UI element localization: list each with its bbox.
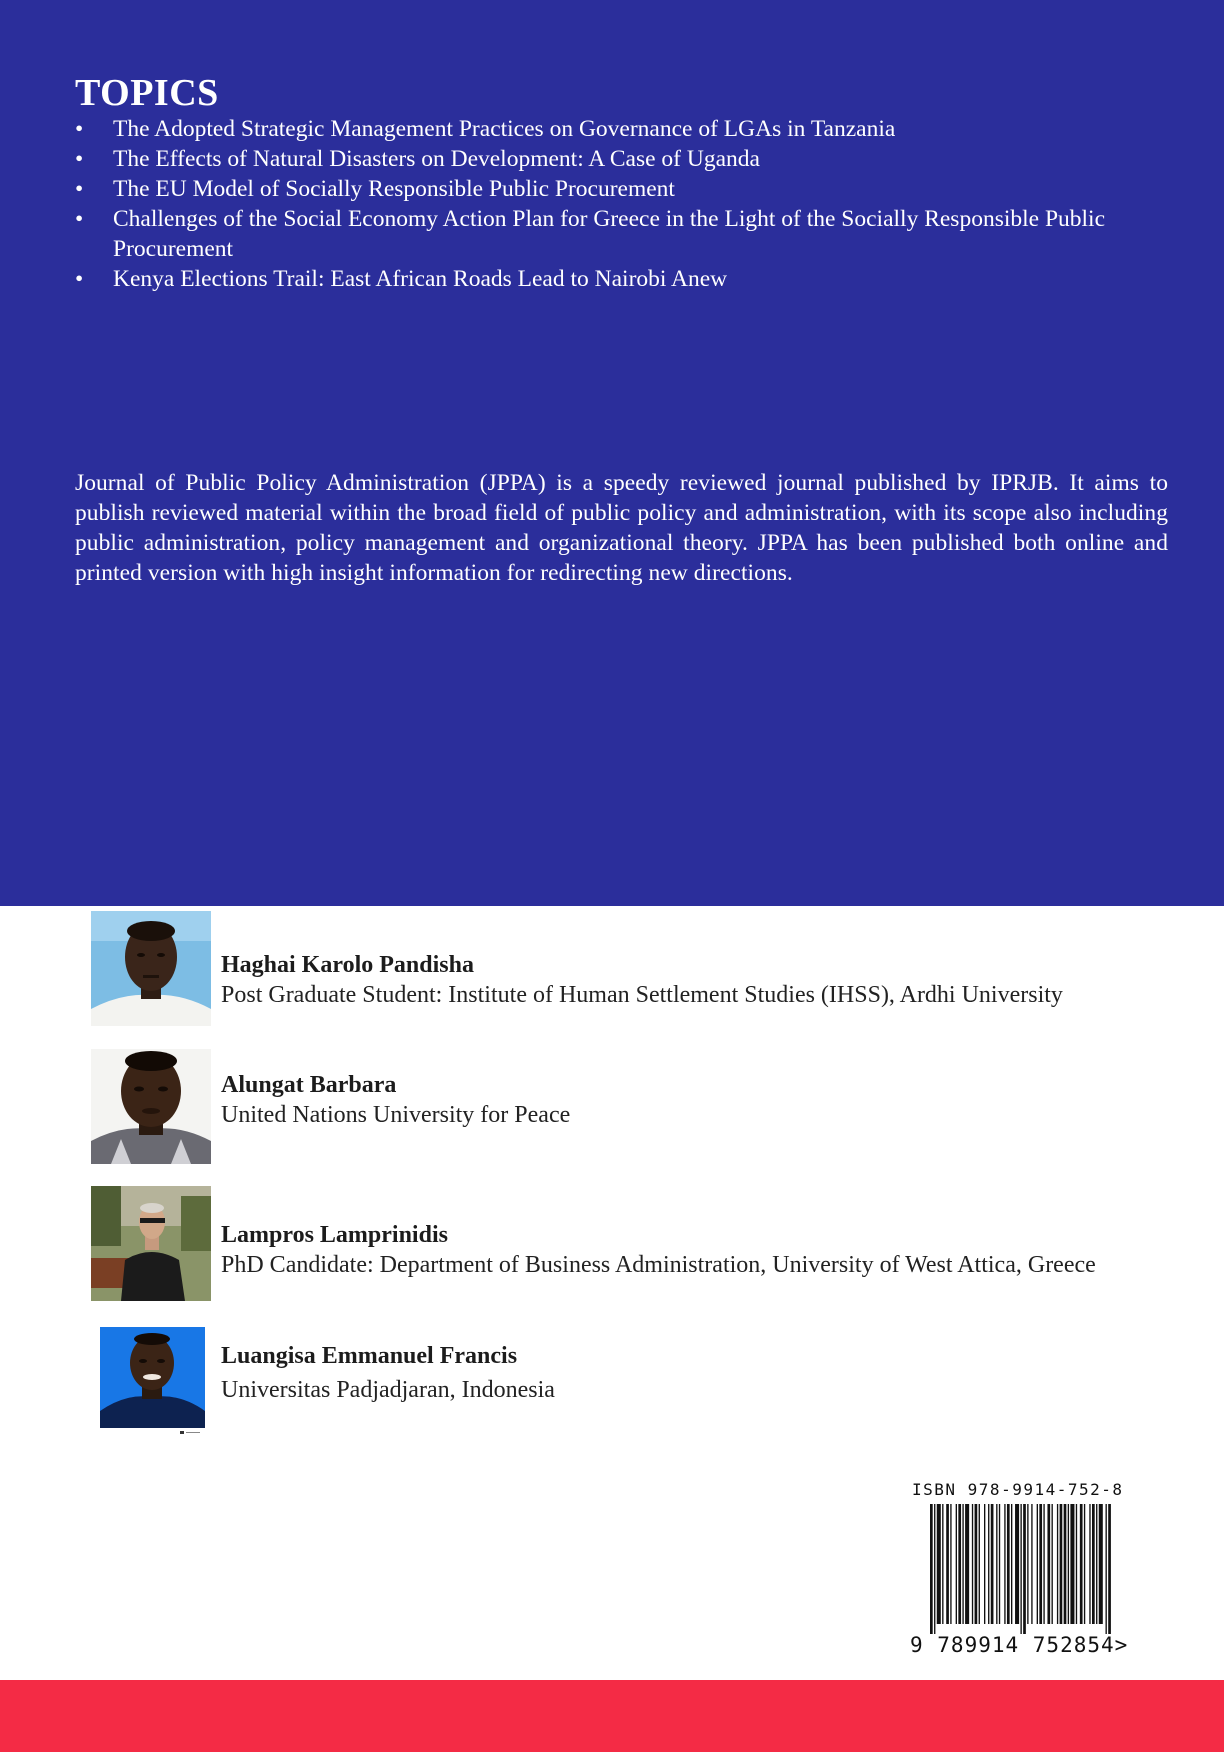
barcode-bar <box>991 1504 994 1624</box>
barcode-bar <box>962 1504 963 1624</box>
barcode-bar <box>999 1504 1000 1624</box>
barcode-bar <box>1108 1504 1111 1634</box>
barcode-bars <box>930 1504 1120 1634</box>
barcode-bar <box>1084 1504 1085 1624</box>
topic-item <box>75 264 1170 294</box>
bullet-icon: • <box>75 146 84 172</box>
author-name: Haghai Karolo Pandisha <box>221 952 474 978</box>
barcode-bar <box>1052 1504 1053 1624</box>
author-affiliation: Post Graduate Student: Institute of Human Settlement Studies (IHSS), Ardhi University <box>221 982 1063 1008</box>
barcode-bar <box>1043 1504 1044 1624</box>
barcode-number: 9 789914 752854 <box>910 1633 1115 1657</box>
bullet-icon: • <box>75 266 84 292</box>
barcode-arrow: > <box>1114 1633 1129 1657</box>
barcode-bar <box>1099 1504 1103 1624</box>
author-affiliation: United Nations University for Peace <box>221 1102 571 1128</box>
bullet-icon: • <box>75 176 84 202</box>
bullet-icon: • <box>75 116 84 142</box>
author-text <box>221 911 1063 1010</box>
barcode-bar <box>979 1504 980 1624</box>
author-name: Alungat Barbara <box>221 1072 397 1098</box>
isbn-barcode <box>910 1478 1135 1663</box>
topic-text: Challenges of the Social Economy Action Plan for Greece in the Light of the Socially Responsible Public Procurement <box>113 206 1106 262</box>
barcode-bar <box>1015 1504 1019 1624</box>
barcode-bar <box>1106 1504 1107 1634</box>
author-text <box>221 1327 555 1405</box>
barcode-bar <box>1020 1504 1021 1634</box>
topic-text: The Adopted Strategic Management Practices on Governance of LGAs in Tanzania <box>113 116 896 142</box>
barcode-bar <box>1092 1504 1095 1624</box>
author-affiliation: PhD Candidate: Department of Business Administration, University of West Attica, Greece <box>221 1252 1096 1278</box>
author-entry <box>91 911 1191 1029</box>
barcode-bar <box>1076 1504 1077 1624</box>
topic-item <box>75 144 1170 174</box>
barcode-bar <box>984 1504 985 1624</box>
bullet-icon: • <box>75 206 84 232</box>
topic-item <box>75 174 1170 204</box>
barcode-bar <box>975 1504 978 1624</box>
isbn-label: ISBN 978-9914-752-8 <box>912 1480 1124 1499</box>
barcode-bar <box>972 1504 973 1624</box>
bottom-color-band <box>0 1680 1224 1752</box>
barcode-bar <box>937 1504 941 1624</box>
author-name: Lampros Lamprinidis <box>221 1222 448 1248</box>
barcode-bar <box>1080 1504 1083 1624</box>
barcode-bar <box>1047 1504 1050 1624</box>
barcode-bar <box>1060 1504 1063 1624</box>
barcode-bar <box>1004 1504 1005 1624</box>
author-entry <box>91 1327 1191 1445</box>
barcode-bar <box>1064 1504 1067 1624</box>
barcode-bar <box>1068 1504 1069 1624</box>
barcode-bar <box>1027 1504 1028 1624</box>
barcode-bar <box>1096 1504 1097 1624</box>
barcode-bar <box>1039 1504 1042 1624</box>
topic-text: The EU Model of Socially Responsible Public Procurement <box>113 176 675 202</box>
topic-text: Kenya Elections Trail: East African Roads Lead to Nairobi Anew <box>113 266 728 292</box>
barcode-bar <box>1057 1504 1058 1624</box>
author-text <box>221 1186 1096 1280</box>
author-text <box>221 1049 570 1130</box>
barcode-bar <box>958 1504 961 1624</box>
barcode-bar <box>1023 1504 1026 1634</box>
barcode-bar <box>988 1504 989 1624</box>
barcode-bar <box>956 1504 957 1624</box>
barcode-bar <box>1089 1504 1090 1624</box>
author-photo <box>91 1049 211 1164</box>
topic-text: The Effects of Natural Disasters on Development: A Case of Uganda <box>113 146 760 172</box>
author-photo <box>91 911 211 1026</box>
author-affiliation: Universitas Padjadjaran, Indonesia <box>221 1377 555 1403</box>
journal-description: Journal of Public Policy Administration (JPPA) is a speedy reviewed journal published by IPRJB. It aims to publish reviewed material within the broad field of public policy and administration, with its scope also including public administration, policy management and organizational theory. JPPA has been published both online and printed version with high insight information for redirecting new directions. <box>75 470 1168 586</box>
barcode-bar <box>934 1504 935 1634</box>
barcode-digits <box>910 1633 1128 1657</box>
topics-heading: TOPICS <box>75 72 219 114</box>
topic-item <box>75 114 1170 144</box>
topic-item <box>75 204 1170 264</box>
author-photo <box>91 1186 211 1301</box>
author-name: Luangisa Emmanuel Francis <box>221 1343 518 1369</box>
barcode-bar <box>942 1504 943 1624</box>
barcode-bar <box>930 1504 933 1634</box>
barcode-bar <box>950 1504 951 1624</box>
barcode-bar <box>1037 1504 1038 1624</box>
barcode-bar <box>1011 1504 1012 1624</box>
author-entry <box>91 1049 1191 1167</box>
barcode-bar <box>965 1504 969 1624</box>
barcode-bar <box>946 1504 949 1624</box>
author-entry <box>91 1186 1191 1304</box>
barcode-bar <box>1031 1504 1032 1624</box>
barcode-bar <box>996 1504 997 1624</box>
barcode-bar <box>1070 1504 1074 1624</box>
barcode-bar <box>1007 1504 1010 1624</box>
topics-list <box>75 114 1170 294</box>
author-photo <box>100 1327 205 1437</box>
